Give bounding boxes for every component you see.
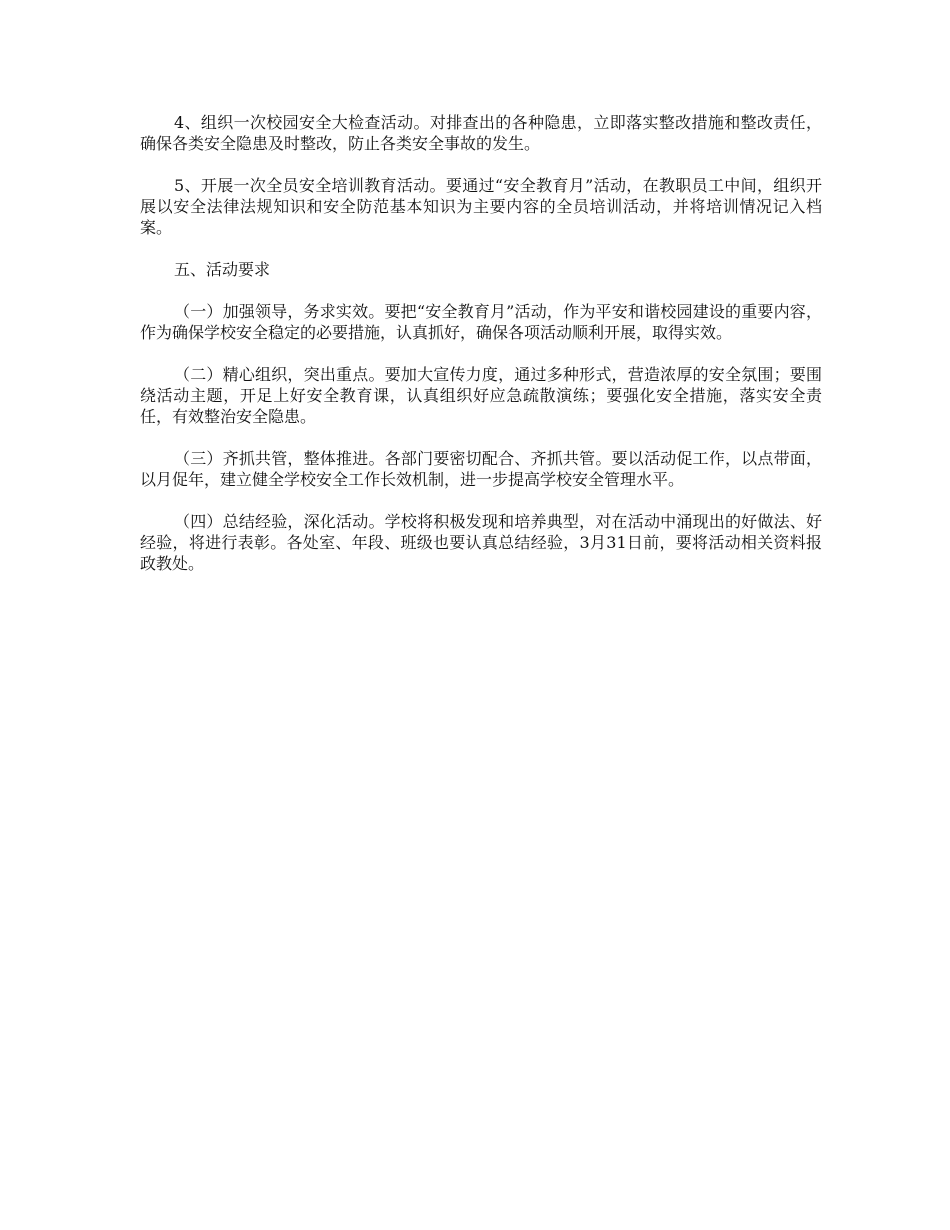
paragraph-requirement-4: （四）总结经验，深化活动。学校将积极发现和培养典型，对在活动中涌现出的好做法、好经验，将进行表彰。各处室、年段、班级也要认真总结经验，3月31日前，要将活动相关资料报政教处。 (140, 512, 822, 573)
document-body (140, 112, 822, 595)
paragraph-requirement-2: （二）精心组织，突出重点。要加大宣传力度，通过多种形式，营造浓厚的安全氛围；要围绕活动主题，开足上好安全教育课，认真组织好应急疏散演练；要强化安全措施，落实安全责任，有效整治安全隐患。 (140, 365, 822, 426)
section-heading-requirements: 五、活动要求 (174, 260, 271, 279)
paragraph-item-5: 5、开展一次全员安全培训教育活动。要通过“安全教育月”活动，在教职员工中间，组织开展以安全法律法规知识和安全防范基本知识为主要内容的全员培训活动，并将培训情况记入档案。 (140, 176, 822, 237)
paragraph-item-4: 4、组织一次校园安全大检查活动。对排查出的各种隐患，立即落实整改措施和整改责任，确保各类安全隐患及时整改，防止各类安全事故的发生。 (140, 113, 822, 153)
paragraph-requirement-1: （一）加强领导，务求实效。要把“安全教育月”活动，作为平安和谐校园建设的重要内容，作为确保学校安全稳定的必要措施，认真抓好，确保各项活动顺利开展，取得实效。 (140, 302, 822, 342)
paragraph-requirement-3: （三）齐抓共管，整体推进。各部门要密切配合、齐抓共管。要以活动促工作，以点带面，以月促年，建立健全学校安全工作长效机制，进一步提高学校安全管理水平。 (140, 449, 822, 489)
